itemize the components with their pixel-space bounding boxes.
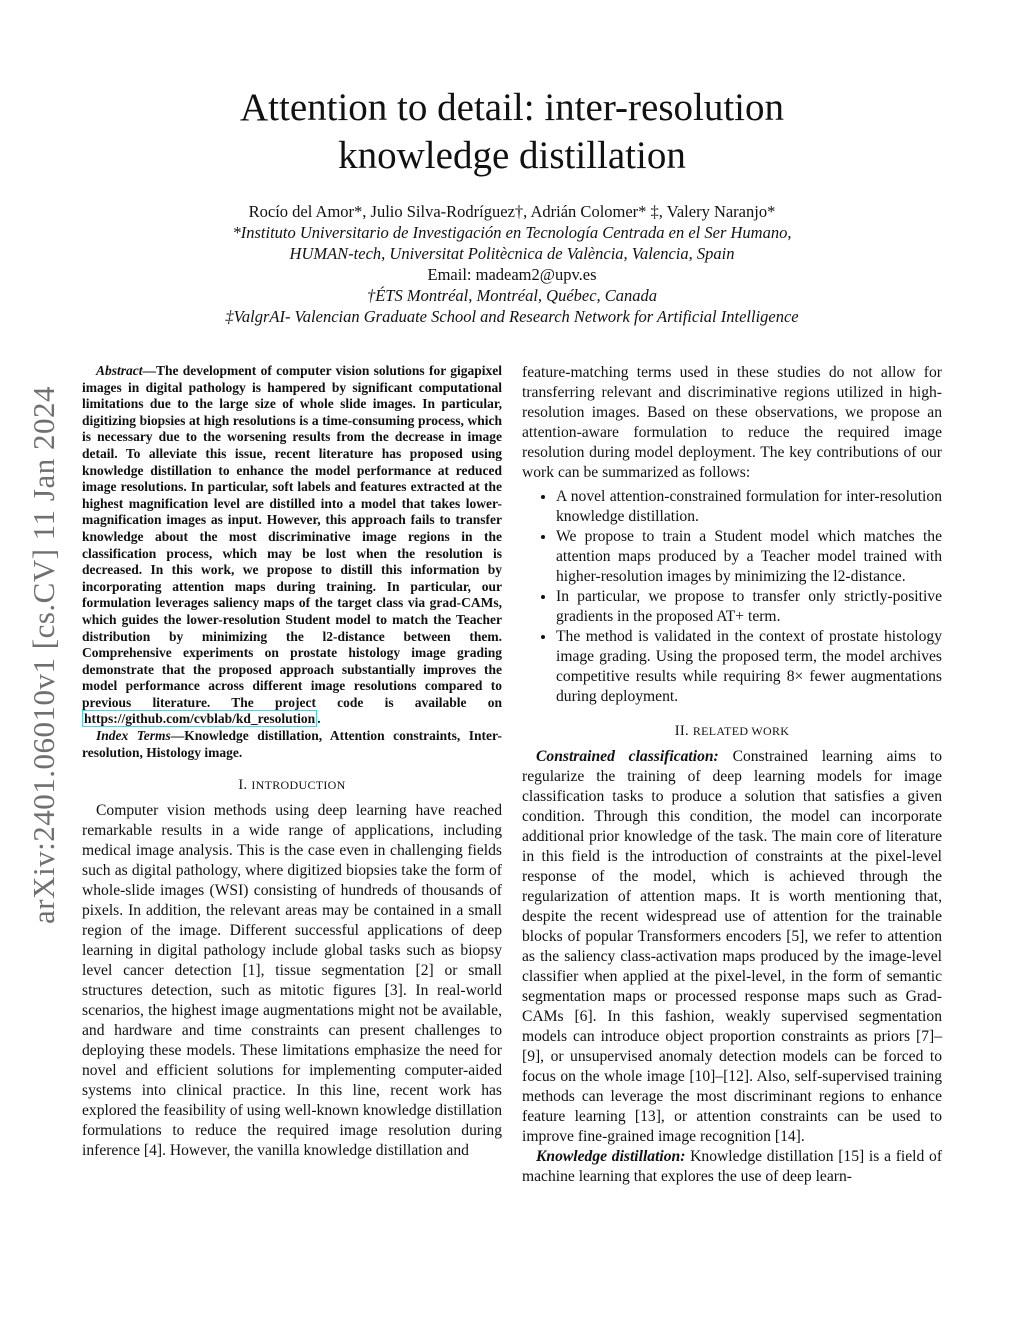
- abstract: Abstract—The development of computer vision solutions for gigapixel images in digital pathology is hampered by significant computational limitations due to the large size of whole slide images. In particular, digitizing biopsies at high resolutions is a time-consuming process, which is necessary due to the worsening results from the decrease in image detail. To alleviate this issue, recent literature has proposed using knowledge distillation to enhance the model performance at reduced image resolutions. In particular, soft labels and features extracted at the highest magnification level are distilled into a model that takes lower-magnification images as input. However, this approach fails to transfer knowledge about the most discriminative image regions in the classification process, which may be lost when the resolution is decreased. In this work, we propose to distill this information by incorporating attention maps during training. In particular, our formulation leverages saliency maps of the target class via grad-CAMs, which guides the lower-resolution Student model to match the Teacher distribution by minimizing the l2-distance between them. Comprehensive experiments on prostate histology image grading demonstrate that the proposed approach substantially improves the model performance across different image resolutions compared to previous literature. The project code is available on https://github.com/cvblab/kd_resolution .: [82, 363, 502, 727]
- affiliation-4: ‡ValgrAI- Valencian Graduate School and Research Network for Artificial Intelligence: [225, 307, 799, 326]
- email-line: Email: madeam2@upv.es: [427, 265, 597, 284]
- author-block: [0, 201, 1024, 327]
- list-item: • The method is validated in the context of prostate histology image grading. Using the proposed term, the model archives competitive results while requiring 8× fewer augmentations during deployment.: [556, 627, 942, 707]
- authors-line: Rocío del Amor*, Julio Silva-Rodríguez†, Adrián Colomer* ‡, Valery Naranjo*: [248, 202, 776, 221]
- index-terms-text: —Knowledge distillation, Attention constraints, Inter-resolution, Histology image.: [82, 728, 502, 760]
- constrained-classification-paragraph: [522, 747, 942, 1147]
- list-item: • A novel attention-constrained formulation for inter-resolution knowledge distillation.: [556, 487, 942, 527]
- knowledge-distillation-heading: Knowledge distillation:: [536, 1148, 686, 1165]
- index-terms: [82, 728, 502, 761]
- constrained-classification-heading: Constrained classification:: [536, 748, 719, 765]
- right-column: [522, 363, 942, 1187]
- constrained-classification-text: Constrained learning aims to regularize the training of deep learning models for image classification tasks to produce a solution that satisfies a given condition. Through this condition, the model can incorporate additional prior knowledge of the task. The main core of literature in this field is the introduction of constraints at the pixel-level response of the model, which is achieved through the regularization of attention maps. It is worth mentioning that, despite the recent widespread use of attention for the trainable blocks of popular Transformers encoders [5], we refer to attention as the saliency class-activation maps produced by the image-level classifier when applied at the pixel-level, in the form of semantic segmentation maps or processed response maps such as Grad-CAMs [6]. In this fashion, weakly supervised segmentation models can introduce object proportion constraints as priors [7]–[9], or unsupervised anomaly detection models can be forced to focus on the whole image [10]–[12]. Also, self-supervised training methods can leverage the most discriminant regions to enhance feature learning [13], or attention constraints can be used to improve fine-grained image recognition [14].: [522, 748, 943, 1145]
- list-item: • We propose to train a Student model which matches the attention maps produced by a Teacher model trained with higher-resolution images by minimizing the l2-distance.: [556, 527, 942, 587]
- introduction-continued: feature-matching terms used in these studies do not allow for transferring relevant and discriminative regions utilized in high-resolution images. Based on these observations, we propose an attention-aware formulation to reduce the required image resolution during model deployment. The key contributions of our work can be summarized as follows:: [522, 364, 942, 481]
- introduction-paragraph: Computer vision methods using deep learning have reached remarkable results in a wide range of applications, including medical image analysis. This is the case even in challenging fields such as digital pathology, where digitized biopsies take the form of whole-slide images (WSI) consisting of hundreds of thousands of pixels. In addition, the relevant areas may be contained in a small region of the image. Different successful applications of deep learning in digital pathology include global tasks such as biopsy level cancer detection [1], tissue segmentation [2] or small structures detection, such as mitotic figures [3]. In real-world scenarios, the highest image augmentations might not be available, and hardware and time constraints can present challenges to deploying these models. These limitations emphasize the need for novel and efficient solutions for implementing computer-aided systems into clinical practice. In this line, recent work has explored the feasibility of using well-known knowledge distillation formulations to reduce the required image resolution during inference [4]. However, the vanilla knowledge distillation and: [82, 802, 502, 1160]
- section-related-work-heading: II. RELATED WORK: [674, 723, 790, 739]
- project-code-link[interactable]: https://github.com/cvblab/kd_resolution: [84, 711, 316, 727]
- title-line-1: Attention to detail: inter-resolution: [239, 86, 785, 129]
- abstract-text: —The development of computer vision solutions for gigapixel images in digital pathology is hampered by significant computational limitations due to the large size of whole slide images. In particular, digitizing biopsies at high resolutions is a time-consuming process, which is necessary due to the worsening results from the decrease in image detail. To alleviate this issue, recent literature has proposed using knowledge distillation to enhance the model performance at reduced image resolutions. In particular, soft labels and features extracted at the highest magnification level are distilled into a model that takes lower-magnification images as input. However, this approach fails to transfer knowledge about the most discriminative image regions in the classification process, which may be lost when the resolution is decreased. In this work, we propose to distill this information by incorporating attention maps during training. In particular, our formulation leverages saliency maps of the target class via grad-CAMs, which guides the lower-resolution Student model to match the Teacher distribution by minimizing the l2-distance between them. Comprehensive experiments on prostate histology image grading demonstrate that the proposed approach substantially improves the model performance across different image resolutions compared to previous literature. The project code is available on: [82, 363, 502, 710]
- arxiv-identifier: [22, 358, 66, 952]
- index-terms-label: Index Terms: [96, 728, 171, 744]
- title-line-2: knowledge distillation: [338, 134, 686, 177]
- paper-title: [0, 84, 1024, 180]
- contributions-list: [522, 487, 942, 707]
- affiliation-2: HUMAN-tech, Universitat Politècnica de València, Valencia, Spain: [289, 244, 735, 263]
- arxiv-identifier-text: arXiv:2401.06010v1 [cs.CV] 11 Jan 2024: [26, 386, 61, 924]
- knowledge-distillation-text: Knowledge distillation [15] is a field of machine learning that explores the use of deep learn-: [522, 1148, 943, 1185]
- list-item: • In particular, we propose to transfer only strictly-positive gradients in the proposed AT+ term.: [556, 587, 942, 627]
- left-column: [82, 363, 502, 1161]
- section-introduction-heading: I. INTRODUCTION: [238, 777, 346, 794]
- affiliation-1: *Instituto Universitario de Investigación en Tecnología Centrada en el Ser Humano,: [232, 223, 792, 242]
- knowledge-distillation-paragraph: [522, 1147, 942, 1187]
- affiliation-3: †ÉTS Montréal, Montréal, Québec, Canada: [366, 286, 658, 305]
- abstract-label: Abstract: [96, 363, 143, 378]
